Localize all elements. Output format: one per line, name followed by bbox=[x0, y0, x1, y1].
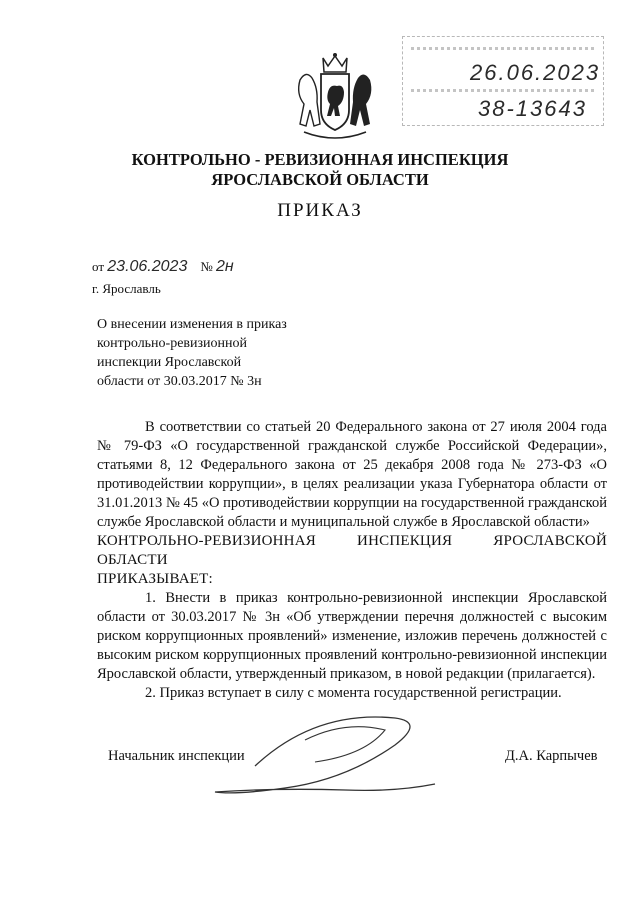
number-label: № bbox=[200, 259, 213, 274]
subject-line: контрольно-ревизионной bbox=[97, 336, 248, 351]
handwritten-number: 2н bbox=[216, 258, 234, 275]
coat-of-arms-icon bbox=[290, 52, 380, 144]
signatory-name: Д.А. Карпычев bbox=[505, 748, 598, 764]
from-label: от bbox=[92, 259, 105, 274]
order-item-1: 1. Внести в приказ контрольно-ревизионной инспекции Ярославской области от 30.03.2017 № 3н «Об утверждении перечня должностей с высоким риском коррупционных проявлений» изменение, изложив перечень должностей с высоким риском коррупционных проявлений контрольно-ревизионной инспекции Ярославской области, утвержденный приказом, в новой редакции (прилагается). bbox=[97, 590, 607, 682]
organization-header bbox=[0, 150, 640, 190]
city-line: г. Ярославль bbox=[92, 281, 161, 296]
org-line-1: КОНТРОЛЬНО - РЕВИЗИОННАЯ ИНСПЕКЦИЯ bbox=[131, 150, 509, 169]
order-subject bbox=[97, 315, 337, 391]
handwritten-date: 23.06.2023 bbox=[107, 258, 188, 275]
subject-line: О внесении изменения в приказ bbox=[97, 317, 287, 332]
ordering-authority: КОНТРОЛЬНО-РЕВИЗИОННАЯ ИНСПЕКЦИЯ ЯРОСЛАВСКОЙ ОБЛАСТИ bbox=[97, 533, 607, 568]
stamp-date: 26.06.2023 bbox=[470, 60, 601, 85]
signatory-position: Начальник инспекции bbox=[108, 748, 245, 764]
org-line-2: ЯРОСЛАВСКОЙ ОБЛАСТИ bbox=[211, 170, 429, 189]
document-type-title: ПРИКАЗ bbox=[277, 200, 363, 221]
stamp-number: 38-13643 bbox=[478, 96, 587, 121]
subject-line: области от 30.03.2017 № 3н bbox=[97, 374, 262, 389]
order-date-line bbox=[92, 258, 234, 276]
preamble-paragraph: В соответствии со статьей 20 Федерального закона от 27 июля 2004 года № 79-ФЗ «О государственной гражданской службе Российской Федерации», статьями 8, 12 Федерального закона от 25 декабря 2008 года № 273-ФЗ «О противодействии коррупции», в целях реализации указа Губернатора области от 31.01.2013 № 45 «О противодействии коррупции на государственной гражданской службе Ярославской области и муниципальной службе в Ярославской области» bbox=[97, 419, 607, 530]
subject-line: инспекции Ярославской bbox=[97, 355, 242, 370]
order-item-2: 2. Приказ вступает в силу с момента государственной регистрации. bbox=[145, 685, 562, 701]
handwritten-signature-icon bbox=[195, 700, 455, 820]
orders-word: ПРИКАЗЫВАЕТ: bbox=[97, 571, 213, 587]
order-body bbox=[97, 418, 607, 703]
